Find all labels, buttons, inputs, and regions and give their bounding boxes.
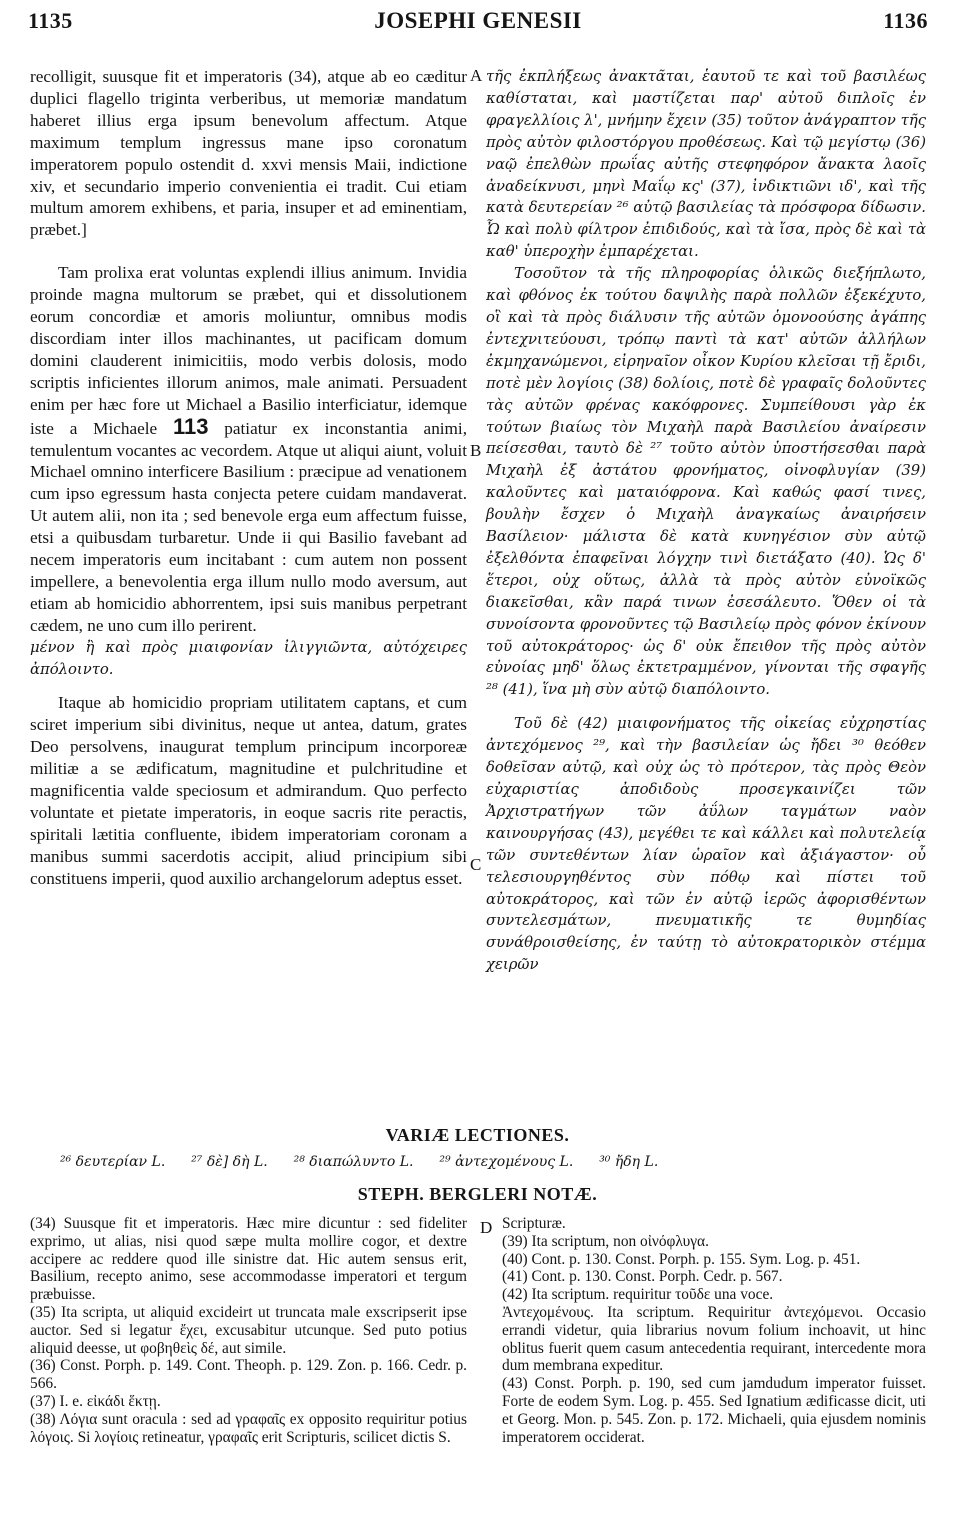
note-41: (41) Cont. p. 130. Const. Porph. Cedr. p. 567. (502, 1268, 783, 1286)
note-38-cont: Scripturæ. (502, 1215, 566, 1232)
running-title: JOSEPHI GENESII (374, 8, 582, 33)
variae-list (60, 1153, 920, 1171)
latin-paragraph-3: Itaque ab homicidio propriam utilitatem captans, et cum sciret imperium sibi divinitus, neque ut antea, datum, grates Deo persolvens, inaugurat templum principum incorporeæ militiæ a se ædificatum, magnitudine et pulchritudine et magnificentia valde speciosum et admirandum. Quo perfecto voluntate et pietate imperatoris, in eoque sacris rite peractis, spiritali lætitia confluente, ibidem imperatoriam coronam a manibus summi sacerdotis accipit, aliud principium sibi constituens imperii, quod auxilio archangelorum adeptus esset. (30, 693, 467, 888)
variant-29: ²⁹ ἀντεχομένους L. (439, 1154, 574, 1170)
marker-c: C (470, 855, 482, 874)
marker-a: A (470, 66, 483, 85)
note-43: (43) Const. Porph. p. 190, sed cum jamdudum imperator fuisset. Forte de eodem Sym. Log. p. 455. Sed Ignatium ædificasse dicit, uti et Georg. Mon. p. 545. Zon. p. 172. Michaeli, quia ejusdem nominis imperatorem occiderat. (502, 1375, 926, 1446)
latin-paragraph-2b: patiatur ex inconstantia animi, temulentum vocantes ac vecordem. Atque ut aliqui aiunt, voluit Michael omnino interficere Basilium : præcipue ad venationem cum ipso egressum hasta conjecta petere cuidam mandaverat. Ut autem alii, non ita ; sed benevole erga eum affectum fuisse, etsi a quibusdam turbaretur. Unde ii qui Basilio favebant ad necem imperatoris eum incitabant : cum autem non possent impellere, a benevolentia erga illum nullo modo aversum, aut etiam ab homicidio abhorrentem, ipsi suis manibus perpetrant cædem, ne uno cum illo perirent. (30, 418, 468, 635)
variae-title: VARIÆ LECTIONES. (385, 1125, 570, 1145)
note-36: (36) Const. Porph. p. 149. Cont. Theoph. p. 129. Zon. p. 166. Cedr. p. 566. (30, 1357, 467, 1393)
marker-b: B (470, 441, 482, 460)
greek-overflow-line: μένον ἢ καὶ πρὸς μιαιφονίαν ἰλιγγιῶντα, αὐτόχειρες ἀπόλοιντο. (30, 638, 467, 678)
note-34: (34) Suusque fit et imperatoris. Hæc mire dicuntur : sed fideliter exprimo, ut alias, nisi quod sæpe multa mollire cogor, et dextre accipere ac reddere quod ille sinistre dat. Hic autem sensus erit, Basilium, recepto animo, sese accommodasse imperatori et tergum præbuisse. (30, 1215, 467, 1304)
latin-column (30, 66, 467, 890)
notes-left-column (30, 1215, 467, 1446)
running-header (28, 8, 928, 38)
variant-30: ³⁰ ἤδη L. (599, 1154, 659, 1170)
greek-paragraph-3: Τοῦ δὲ (42) μιαιφονήματος τῆς οἰκείας εὐχρηστίας ἀντεχόμενος ²⁹, καὶ τὴν βασιλείαν ὡς ἤδει ³⁰ θεόθεν δοθεῖσαν αὐτῷ, καὶ οὐχ ὡς τὸ πρότερον, τὰς πρὸς Θεὸν εὐχαριστίας ἀποδιδοὺς προσεγκαινίζει τῶν Ἀρχιστρατήγων τῶν ἀΰλων ταγμάτων ναὸν καινουργήσας (43), μεγέθει τε καὶ κάλλει καὶ πολυτελείᾳ τῶν συντεθέντων λίαν ὡραῖον καὶ ἀξιάγαστον· οὗ τελεσιουργηθέντος σὺν πόθῳ καὶ πίστει τοῦ αὐτοκράτορος, καὶ τῶν ἐν αὐτῷ ἱερῶς ἀφορισθέντων συντελεσμάτων, πνευματικῆς τε θυμηδίας συνάθροισθείσης, ἐν ταύτῃ τὸ αὐτοκρατορικὸν στέμμα χειρῶν (486, 715, 926, 974)
greek-column (486, 66, 926, 976)
notes-title: STEPH. BERGLERI NOTÆ. (357, 1184, 598, 1204)
note-38: (38) Λόγια sunt oracula : sed ad γραφαῖς ex opposito requiritur potius λόγοις. Si λογίοις retineatur, γραφαῖς erit Scripturis, scilicet dictis S. (30, 1410, 467, 1446)
page-number-right: 1136 (883, 8, 928, 33)
marker-d: D (480, 1218, 493, 1237)
latin-paragraph-2 (30, 262, 467, 636)
note-42: (42) Ita scriptum. requiritur τοῦδε una voce. (502, 1286, 774, 1304)
page-number-left: 1135 (28, 8, 73, 33)
note-42b: Ἀντεχομένους. Ita scriptum. Requiritur ἀντεχόμενοι. Occasio errandi videtur, quia librarius novum folium inchoavit, ut hinc oblitus fuerit quem casum antecedentia requirant, intercedente mora dum membrana expeditur. (502, 1303, 926, 1375)
variant-27: ²⁷ δὲ] δὴ L. (191, 1154, 268, 1170)
greek-paragraph-1: τῆς ἐκπλήξεως ἀνακτᾶται, ἑαυτοῦ τε καὶ τοῦ βασιλέως καθίσταται, καὶ μαστίζεται παρ' αὐτοῦ διπλοῖς ἐν φραγελλίοις λ', μνήμην ἔχειν (35) τοῦτον ἀνάγραπτον τῆς πρὸς αὐτὸν φιλοστόργου προθέσεως. Καὶ τῷ μεγίστῳ (36) ναῷ ἐπελθὼν πρωΐας αὐτῆς στεφηφόρον ἄνακτα λαοῖς ἀναδείκνυσι, μηνὶ Μαΐῳ κς' (37), ἰνδικτιῶνι ιδ', καὶ τῆς κατὰ δευτερείαν ²⁶ αὐτῷ βασιλείας τὰ πρόσφορα δίδωσιν. Ὦ καὶ πολὺ φίλτρον ἐπιδιδούς, καὶ τὰ ἴσα, πρὸς δὲ καὶ τὰ καθ' ὑπεροχὴν ἐμπαρέχεται. (486, 68, 927, 261)
variant-26: ²⁶ δευτερίαν L. (60, 1154, 166, 1170)
note-39: (39) Ita scriptum, non οἰνόφλυγα. (502, 1232, 709, 1250)
note-37: (37) I. e. εἰκάδι ἕκτῃ. (30, 1392, 161, 1410)
variant-28: ²⁸ διαπώλυντο L. (293, 1154, 414, 1170)
notes-right-column (502, 1215, 926, 1446)
note-40: (40) Cont. p. 130. Const. Porph. p. 155. Sym. Log. p. 451. (502, 1250, 861, 1268)
note-35: (35) Ita scripta, ut aliquid excideirt ut truncata male exscripserit ipse auctor. Sed si legatur ἔχει, excusabitur utcunque. Sed puto potius aliquid deesse, ut φοβηθεὶς δέ, aut simile. (30, 1303, 467, 1357)
latin-paragraph-1: recolligit, suusque fit et imperatoris (34), atque ab eo cæditur duplici flagello triginta verberibus, ut memoriæ mandatum haberet illius erga ipsum benevolum affectum. Atque maximum templum ingressus mane ipso coronatum imperatorem populo ostendit d. xxvi mensis Maii, indictione xiv, et secundario imperio convenientia ei tradit. Cui etiam multum amorem exhibens, et paria, insuper et ad eminentiam, præbet.] (30, 67, 467, 240)
folio-number: 113 (172, 413, 209, 439)
greek-paragraph-2: Τοσοῦτον τὰ τῆς πληροφορίας ὁλικῶς διεξήπλωτο, καὶ φθόνος ἐκ τούτου δαψιλὴς παρὰ πολλῶν ἐξεκέχυτο, οἳ καὶ τὰ πρὸς διάλυσιν τῆς αὐτῶν ὁμονοούσης ἀγάπης ἐντεχνιτεύουσι, τρόπῳ παντὶ τὰ κατ' αὐτῶν ἀλλήλων ἐκμηχανώμενοι, εἰρηναῖον οἶκον Κυρίου κλεῖσαι τῇ ἔριδι, ποτὲ μὲν λογίοις (38) δολίοις, ποτὲ δὲ γραφαῖς δολοῦντες τὰς αὐτῶν φρένας κακόφρονες. Συμπείθουσι γὰρ ἐκ τούτων βιαίως τὸν Μιχαὴλ παρὰ Βασιλείου ἀναίρεσιν πείσεσθαι, ταυτὸ δὲ ²⁷ τοῦτο αὐτὸν ὑποστήσεσθαι παρὰ Μιχαὴλ ἐξ ἀστάτου φρονήματος, οἰνοφλυγίαν (39) καλοῦντες καὶ ματαιόφρονα. Καὶ καθώς φασί τινες, βουλὴν ἔσχεν ὁ Μιχαὴλ ἀναγκαίως ἀναιρήσειν Βασίλειον· μάλιστα δὲ κατὰ κυνηγέσιον σὺν αὐτῷ ἐξελθόντα ἐπαφεῖναι λόγχην τινὶ διετάξατο (40). Ὡς δ' ἕτεροι, οὐχ οὕτως, ἀλλὰ τὰ πρὸς αὐτὸν εὐνοϊκῶς διακεῖσθαι, κἂν παρά τινων ἐσεσάλευτο. Ὅθεν οἱ τὰ συνοίσοντα φρονοῦντες τῷ Βασιλείῳ πρὸς φόνον ἐκίνουν τοῦ αὐτοκράτορος· ὡς δ' οὐκ ἔπειθον τῆς πρὸς αὐτὸν εὐνοίας μηδ' ὅλως ἐκτετραμμένον, γίνονται τῆς σφαγῆς ²⁸ (41), ἵνα μὴ σὺν αὐτῷ διαπόλοιντο. (486, 265, 926, 699)
latin-paragraph-2a: Tam prolixa erat voluntas explendi illius animum. Invidia proinde magna multorum se præbet, qui et dissolutionem eorum concordiæ et amoris moliuntur, omnibus modis discordiam inter illos machinantes, ut pacificam domum domini clauderent inimicitiis, modo verbis dolosis, modo scriptis inficientes illorum animos, male animati. Persuadent enim per hæc fore ut Michael a Basilio interficiatur, idemque iste a Michaele (30, 263, 467, 438)
